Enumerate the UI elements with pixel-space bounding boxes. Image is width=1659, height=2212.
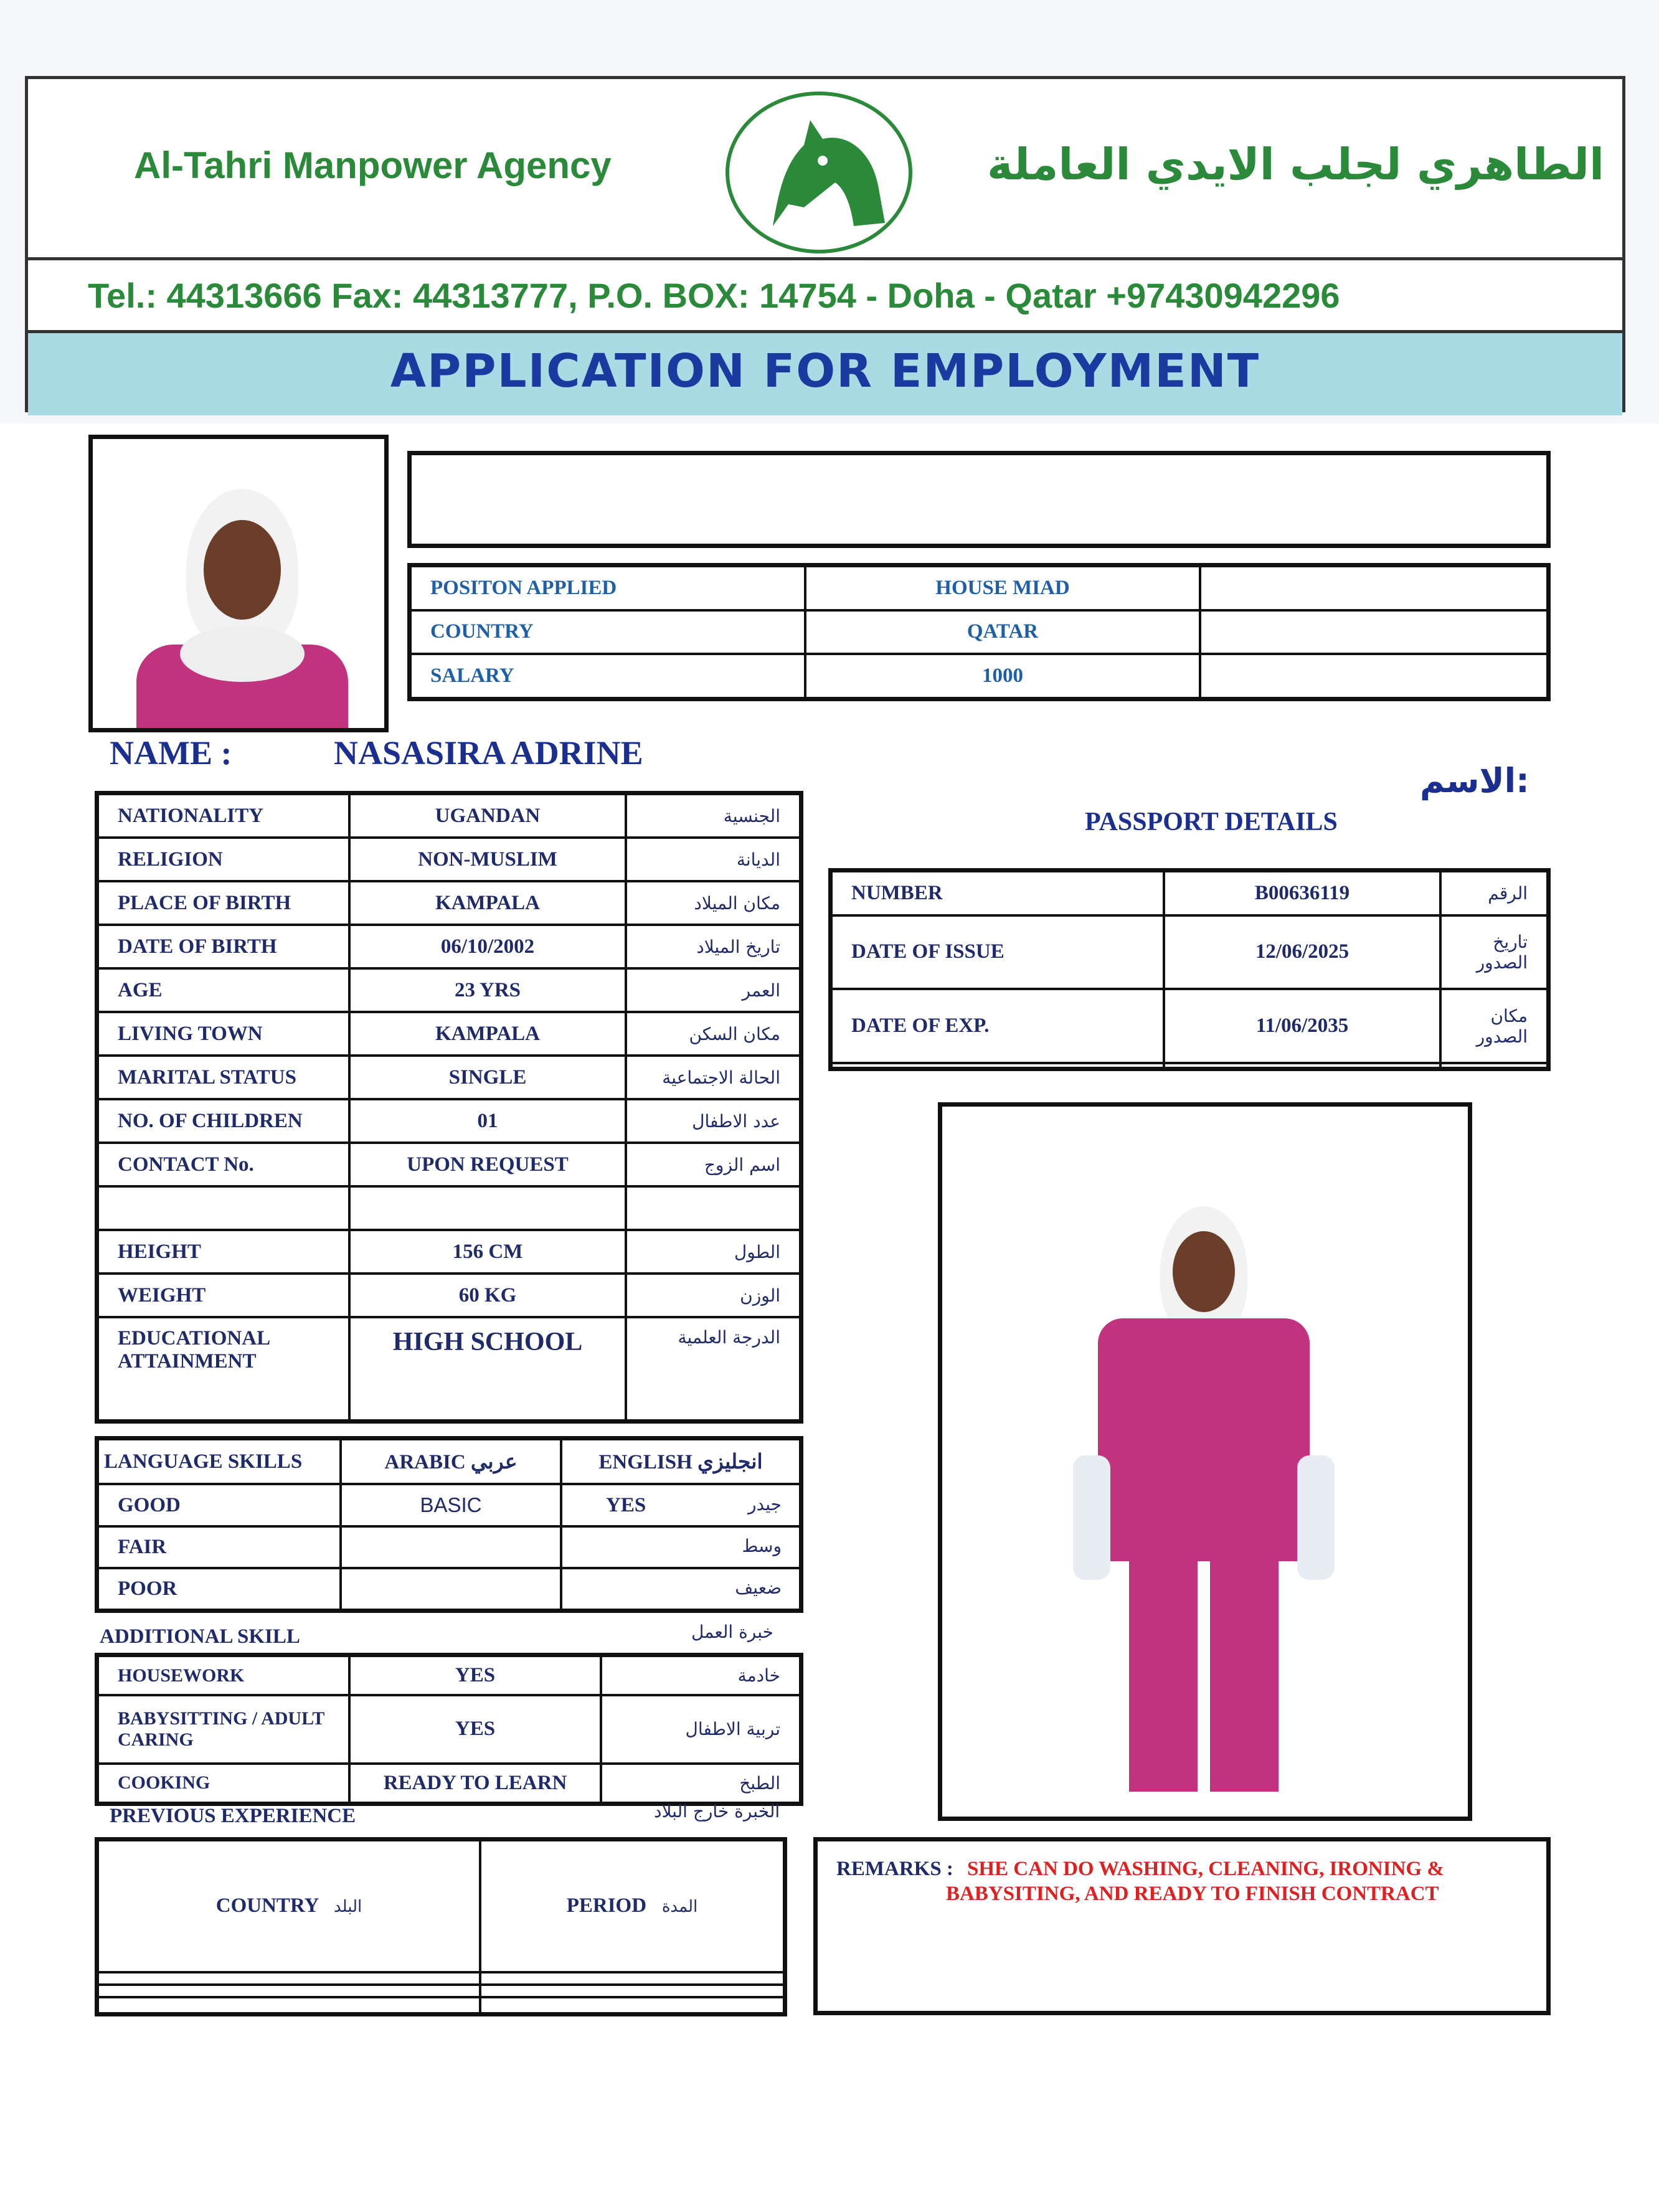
field-label-ar bbox=[626, 1186, 801, 1230]
table-row bbox=[97, 1655, 801, 1696]
empty-cell bbox=[97, 1997, 481, 2015]
skill-label: BABYSITTING / ADULT CARING bbox=[97, 1695, 350, 1764]
horse-logo-icon bbox=[726, 92, 912, 253]
field-value: SINGLE bbox=[349, 1056, 626, 1099]
empty-cell bbox=[97, 1972, 481, 1985]
level-label-ar: وسط bbox=[742, 1535, 782, 1556]
field-label: LIVING TOWN bbox=[97, 1012, 350, 1056]
table-row bbox=[410, 565, 1549, 611]
agency-name-ar: الطاهري لجلب الايدي العاملة bbox=[987, 139, 1604, 190]
additional-skill-label-ar: خبرة العمل bbox=[691, 1622, 773, 1642]
field-label: NO. OF CHILDREN bbox=[97, 1099, 350, 1143]
title-bar bbox=[28, 333, 1622, 415]
table-row bbox=[97, 1985, 785, 1997]
table-row bbox=[97, 881, 801, 925]
field-value: UPON REQUEST bbox=[349, 1143, 626, 1186]
field-value: 01 bbox=[349, 1099, 626, 1143]
table-row bbox=[410, 654, 1549, 699]
passport-field-label bbox=[831, 1063, 1165, 1069]
full-body-photo bbox=[938, 1102, 1472, 1821]
english-level-value: YES bbox=[606, 1493, 646, 1516]
portrait-photo bbox=[88, 435, 389, 732]
field-value: 156 CM bbox=[349, 1230, 626, 1274]
table-row bbox=[97, 793, 801, 838]
level-label-ar: ضعيف bbox=[735, 1577, 782, 1598]
skill-label-ar: خادمة bbox=[601, 1655, 801, 1696]
table-row bbox=[97, 1972, 785, 1985]
skill-value: READY TO LEARN bbox=[349, 1764, 601, 1804]
skill-value: YES bbox=[349, 1655, 601, 1696]
field-label-ar: مكان الميلاد bbox=[626, 881, 801, 925]
field-label-ar: تاريخ الميلاد bbox=[626, 925, 801, 968]
field-label-ar: الجنسية bbox=[626, 793, 801, 838]
contact-info: Tel.: 44313666 Fax: 44313777, P.O. BOX: 14754 - Doha - Qatar +97430942296 bbox=[88, 276, 1340, 315]
field-value bbox=[349, 1186, 626, 1230]
passport-field-label-ar: تاريخ الصدور bbox=[1440, 915, 1549, 990]
name-label-ar: الاسم: bbox=[1420, 761, 1529, 800]
blank-box bbox=[407, 451, 1551, 548]
english-column-header: ENGLISH انجليزي bbox=[561, 1439, 801, 1485]
table-row bbox=[97, 1317, 801, 1422]
field-label-ar: العمر bbox=[626, 968, 801, 1012]
field-label: RELIGION bbox=[97, 838, 350, 881]
additional-skills-table bbox=[95, 1653, 803, 1806]
field-value: KAMPALA bbox=[349, 881, 626, 925]
field-label: AGE bbox=[97, 968, 350, 1012]
field-label bbox=[97, 1186, 350, 1230]
language-skills-table bbox=[95, 1436, 803, 1613]
language-skills-label: LANGUAGE SKILLS bbox=[97, 1439, 341, 1485]
passport-field-label: NUMBER bbox=[831, 871, 1165, 915]
field-label-ar: اسم الزوج bbox=[626, 1143, 801, 1186]
remarks-box bbox=[813, 1837, 1551, 2015]
empty-cell bbox=[480, 1972, 785, 1985]
field-label: NATIONALITY bbox=[97, 793, 350, 838]
period-column-label: PERIOD bbox=[566, 1894, 647, 1917]
period-column-header bbox=[480, 1840, 785, 1972]
field-label-ar: الوزن bbox=[626, 1274, 801, 1317]
field-label-ar: الطول bbox=[626, 1230, 801, 1274]
country-column-header bbox=[97, 1840, 481, 1972]
field-label: EDUCATIONAL ATTAINMENT bbox=[97, 1317, 350, 1422]
remarks-line-2: BABYSITING, AND READY TO FINISH CONTRACT bbox=[946, 1883, 1439, 1905]
table-row bbox=[97, 1274, 801, 1317]
personal-details-table bbox=[95, 791, 803, 1424]
empty-cell bbox=[480, 1985, 785, 1997]
salary-label: SALARY bbox=[410, 654, 806, 699]
field-value: 06/10/2002 bbox=[349, 925, 626, 968]
table-row bbox=[97, 1099, 801, 1143]
skill-label-ar: الطبخ bbox=[601, 1764, 801, 1804]
remarks-line-1: SHE CAN DO WASHING, CLEANING, IRONING & bbox=[967, 1858, 1444, 1880]
passport-field-label-ar bbox=[1440, 1063, 1549, 1069]
country-column-label: COUNTRY bbox=[215, 1894, 319, 1917]
field-label-ar: مكان السكن bbox=[626, 1012, 801, 1056]
skill-label-ar: تربية الاطفال bbox=[601, 1695, 801, 1764]
field-value: 60 KG bbox=[349, 1274, 626, 1317]
agency-header bbox=[25, 76, 1625, 412]
table-row bbox=[831, 989, 1549, 1063]
table-row bbox=[97, 1186, 801, 1230]
field-label: PLACE OF BIRTH bbox=[97, 881, 350, 925]
field-label-ar: الديانة bbox=[626, 838, 801, 881]
country-column-label-ar: البلد bbox=[333, 1898, 362, 1917]
period-column-label-ar: المدة bbox=[661, 1898, 698, 1917]
country-label: COUNTRY bbox=[410, 610, 806, 654]
empty-cell bbox=[1200, 565, 1549, 611]
field-label: CONTACT No. bbox=[97, 1143, 350, 1186]
field-label: DATE OF BIRTH bbox=[97, 925, 350, 968]
arabic-column-header: ARABIC عربي bbox=[341, 1439, 561, 1485]
table-row bbox=[97, 925, 801, 968]
field-value: UGANDAN bbox=[349, 793, 626, 838]
table-row bbox=[831, 915, 1549, 990]
name-label: NAME : bbox=[110, 734, 232, 772]
passport-field-value: B00636119 bbox=[1164, 871, 1440, 915]
additional-skill-label: ADDITIONAL SKILL bbox=[100, 1625, 300, 1648]
table-row bbox=[97, 1840, 785, 1972]
field-label: MARITAL STATUS bbox=[97, 1056, 350, 1099]
salary-value: 1000 bbox=[805, 654, 1200, 699]
language-level-label: POOR bbox=[97, 1568, 341, 1611]
name-value: NASASIRA ADRINE bbox=[334, 734, 643, 772]
field-label-ar: الدرجة العلمية bbox=[626, 1317, 801, 1422]
language-level-label: FAIR bbox=[97, 1526, 341, 1567]
previous-experience-label-ar: الخبرة خارج البلاد bbox=[654, 1801, 780, 1822]
position-table bbox=[407, 563, 1551, 701]
empty-cell bbox=[97, 1985, 481, 1997]
table-row bbox=[97, 1439, 801, 1485]
passport-field-label-ar: الرقم bbox=[1440, 871, 1549, 915]
field-value: KAMPALA bbox=[349, 1012, 626, 1056]
language-level-label: GOOD bbox=[97, 1484, 341, 1526]
empty-cell bbox=[1200, 654, 1549, 699]
table-row bbox=[97, 1012, 801, 1056]
arabic-level-value bbox=[341, 1568, 561, 1611]
table-row bbox=[97, 1143, 801, 1186]
contact-row bbox=[28, 257, 1622, 333]
table-row bbox=[97, 1695, 801, 1764]
agency-name-en: Al-Tahri Manpower Agency bbox=[134, 144, 612, 186]
english-level-cell bbox=[561, 1568, 801, 1611]
table-row bbox=[97, 1568, 801, 1611]
field-label: WEIGHT bbox=[97, 1274, 350, 1317]
table-row bbox=[97, 838, 801, 881]
position-value: HOUSE MIAD bbox=[805, 565, 1200, 611]
table-row bbox=[97, 1526, 801, 1567]
field-value: 23 YRS bbox=[349, 968, 626, 1012]
form-title: APPLICATION FOR EMPLOYMENT bbox=[390, 344, 1260, 398]
passport-field-value bbox=[1164, 1063, 1440, 1069]
skill-value: YES bbox=[349, 1695, 601, 1764]
empty-cell bbox=[1200, 610, 1549, 654]
field-value: HIGH SCHOOL bbox=[349, 1317, 626, 1422]
level-label-ar: جيدر bbox=[748, 1493, 782, 1515]
passport-field-label-ar: مكان الصدور bbox=[1440, 989, 1549, 1063]
passport-table bbox=[828, 868, 1551, 1071]
field-label: HEIGHT bbox=[97, 1230, 350, 1274]
passport-field-label: DATE OF ISSUE bbox=[831, 915, 1165, 990]
table-row bbox=[97, 1764, 801, 1804]
table-row bbox=[97, 1230, 801, 1274]
english-level-cell bbox=[561, 1484, 801, 1526]
passport-field-label: DATE OF EXP. bbox=[831, 989, 1165, 1063]
agency-banner bbox=[28, 79, 1622, 257]
table-row bbox=[831, 1063, 1549, 1069]
skill-label: COOKING bbox=[97, 1764, 350, 1804]
passport-field-value: 11/06/2035 bbox=[1164, 989, 1440, 1063]
table-row bbox=[410, 610, 1549, 654]
arabic-level-value: BASIC bbox=[341, 1484, 561, 1526]
skill-label: HOUSEWORK bbox=[97, 1655, 350, 1696]
empty-cell bbox=[480, 1997, 785, 2015]
passport-field-value: 12/06/2025 bbox=[1164, 915, 1440, 990]
field-label-ar: عدد الاطفال bbox=[626, 1099, 801, 1143]
passport-title: PASSPORT DETAILS bbox=[1085, 808, 1338, 836]
field-label-ar: الحالة الاجتماعية bbox=[626, 1056, 801, 1099]
english-level-cell bbox=[561, 1526, 801, 1567]
table-row bbox=[97, 1997, 785, 2015]
table-row bbox=[831, 871, 1549, 915]
experience-table bbox=[95, 1837, 787, 2016]
remarks-label: REMARKS : bbox=[836, 1858, 953, 1880]
position-label: POSITON APPLIED bbox=[410, 565, 806, 611]
field-value: NON-MUSLIM bbox=[349, 838, 626, 881]
arabic-level-value bbox=[341, 1526, 561, 1567]
table-row bbox=[97, 1484, 801, 1526]
previous-experience-label: PREVIOUS EXPERIENCE bbox=[110, 1805, 356, 1827]
table-row bbox=[97, 968, 801, 1012]
table-row bbox=[97, 1056, 801, 1099]
country-value: QATAR bbox=[805, 610, 1200, 654]
